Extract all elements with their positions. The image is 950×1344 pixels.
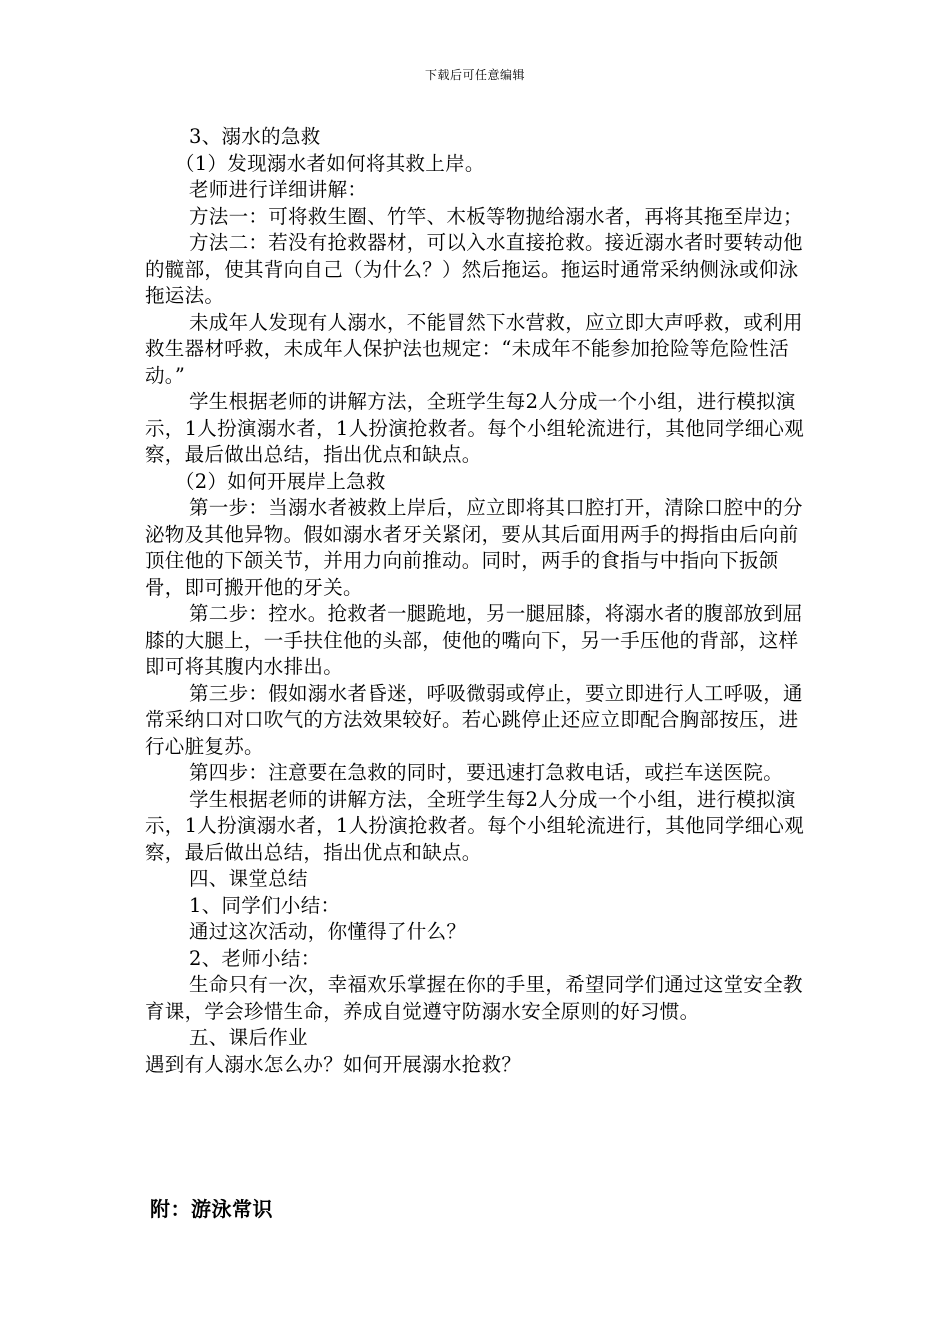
section-heading-homework: 五、课后作业 — [189, 1026, 308, 1049]
paragraph-step-two: 第二步：控水。抢救者一腿跪地，另一腿屈膝，将溺水者的腹部放到屈膝的大腿上，一手扶住他的头部，使他的嘴向下，另一手压他的背部，这样即可将其腹内水排出。 — [145, 602, 803, 678]
paragraph: 生命只有一次，幸福欢乐掌握在你的手里，希望同学们通过这堂安全教育课，学会珍惜生命，养成自觉遵守防溺水安全原则的好习惯。 — [145, 973, 803, 1023]
subheading-rescue-ashore: （1）发现溺水者如何将其救上岸。 — [175, 151, 485, 175]
paragraph: 学生根据老师的讲解方法，全班学生每2人分成一个小组，进行模拟演示，1人扮演溺水者，1人扮演抢救者。每个小组轮流进行，其他同学细心观察，最后做出总结，指出优点和缺点。 — [145, 787, 805, 864]
paragraph-method-two: 方法二：若没有抢救器材，可以入水直接抢救。接近溺水者时要转动他的髋部，使其背向自己（为什么？）然后拖运。拖运时通常采纳侧泳或仰泳拖运法。 — [145, 231, 803, 307]
section-heading-drowning-first-aid: 3、溺水的急救 — [189, 125, 321, 148]
document-body — [145, 124, 815, 1078]
subheading-shore-first-aid: （2）如何开展岸上急救 — [175, 469, 386, 493]
section-heading-class-summary: 四、课堂总结 — [189, 867, 308, 890]
appendix-title: 附：游泳常识 — [150, 1197, 273, 1221]
paragraph: 通过这次活动，你懂得了什么？ — [189, 920, 467, 943]
page-header: 下载后可任意编辑 — [424, 68, 525, 82]
paragraph: 老师进行详细讲解： — [189, 178, 368, 201]
paragraph-step-four: 第四步：注意要在急救的同时，要迅速打急救电话，或拦车送医院。 — [189, 761, 784, 784]
paragraph: 1、同学们小结： — [189, 893, 341, 917]
paragraph-step-three: 第三步：假如溺水者昏迷，呼吸微弱或停止，要立即进行人工呼吸，通常采纳口对口吹气的方法效果较好。若心跳停止还应立即配合胸部按压，进行心脏复苏。 — [145, 681, 803, 758]
paragraph: 2、老师小结： — [189, 946, 321, 970]
paragraph-method-one: 方法一：可将救生圈、竹竿、木板等物抛给溺水者，再将其拖至岸边； — [189, 204, 803, 228]
paragraph: 学生根据老师的讲解方法，全班学生每2人分成一个小组，进行模拟演示，1人扮演溺水者，1人扮演抢救者。每个小组轮流进行，其他同学细心观察，最后做出总结，指出优点和缺点。 — [145, 390, 805, 466]
paragraph-homework-question: 遇到有人溺水怎么办？如何开展溺水抢救？ — [145, 1052, 522, 1076]
paragraph-step-one: 第一步：当溺水者被救上岸后，应立即将其口腔打开，清除口腔中的分泌物及其他异物。假如溺水者牙关紧闭，要从其后面用两手的拇指由后向前顶住他的下颌关节，并用力向前推动。同时，两手的食指与中指向下扳颌骨，即可搬开他的牙关。 — [145, 496, 803, 599]
paragraph: 未成年人发现有人溺水，不能冒然下水营救，应立即大声呼救，或利用救生器材呼救，未成年人保护法也规定：“未成年不能参加抢险等危险性活动。” — [145, 310, 803, 387]
